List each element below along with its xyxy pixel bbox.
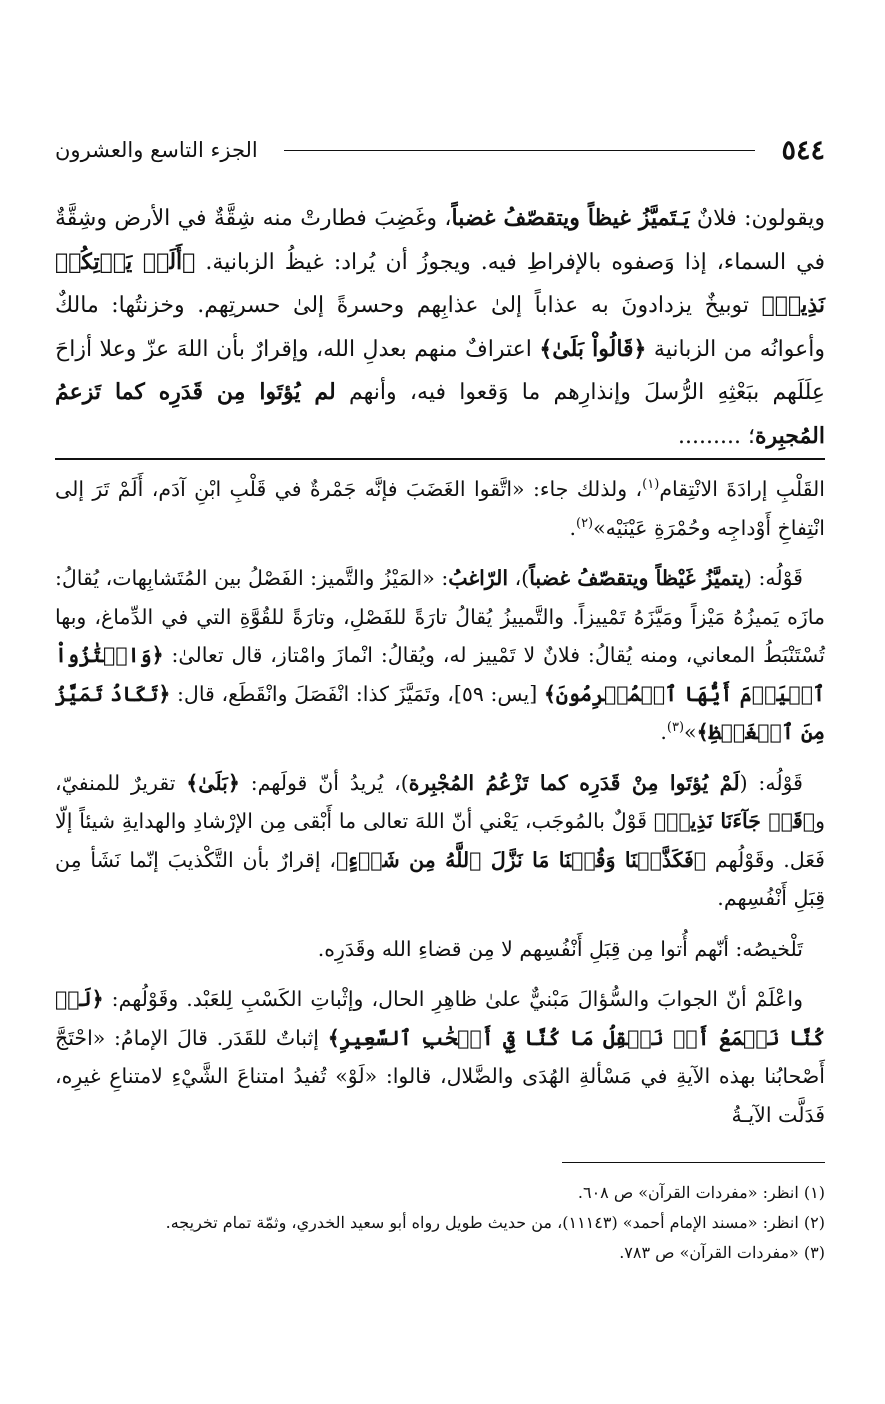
gloss-text: )، يُريدُ أنّ قولَهم:: [239, 770, 409, 795]
gloss-text: قَوْلُه: (: [743, 566, 803, 590]
page-number: ٥٤٤: [781, 134, 825, 166]
footnote-ref: (٢): [575, 515, 594, 531]
gloss-paragraph: [55, 470, 825, 547]
main-commentary: [55, 197, 825, 458]
footnote-ref: (١): [642, 477, 660, 493]
footnotes: [55, 1178, 825, 1268]
gloss-paragraph: [55, 559, 825, 752]
gloss-text: ، ولذلك جاء: «اتَّقوا الغَضَبَ فإنَّه جَمْرةٌ في قَلْبِ ابْنِ آدَم، أَلَمْ تَرَ إلى انْتِفاخِ أَوْداجِه وحُمْرَةِ عَيْنَيْه»: [55, 477, 825, 540]
gloss-section: [55, 470, 825, 1146]
gloss-text: إثباتٌ للقَدَر. قالَ الإمامُ: «احْتَجَّ أَصْحابُنا بهذه الآيةِ في مَسْألةِ الهُدَى والضَّلال، قالوا: «لَوْ» تُفيدُ امتناعَ الشَّيْءِ لامتناعِ غيرِه، فَدَلَّت الآيـةُ: [55, 1025, 825, 1127]
quran-verse: ﴿فَكَذَّبۡنَا وَقُلۡنَا مَا نَزَّلَ ٱللَّهُ مِن شَيۡءٍ﴾: [336, 847, 707, 872]
page-header: [55, 130, 825, 170]
gloss-text: [يس: ٥٩]، وتَمَيَّزَ كذا: انْفَصَلَ وانْقَطَع، قال:: [170, 681, 544, 706]
gloss-text: ، إقرارٌ بأن التَّكْذيبَ إنّما نَشَأ مِن قِبَلِ أَنْفُسِهم.: [55, 847, 825, 910]
quran-verse: ﴿تَكَادُ تَمَيَّزُ مِنَ ٱلۡغَيۡظِ﴾: [55, 681, 825, 744]
quran-verse: ﴿قَالُواْ بَلَىٰ﴾: [539, 335, 647, 362]
gloss-text: القَلْبِ إرادَةَ الانْتِقام: [659, 477, 825, 501]
commentary-text: ؛ .........: [678, 423, 755, 449]
section-divider: [55, 458, 825, 460]
footnote-1: (١) انظر: «مفردات القرآن» ص ٦٠٨.: [577, 1183, 825, 1202]
quran-verse: ﴿قَدۡ جَآءَنَا نَذِيرٞ﴾: [653, 809, 816, 833]
gloss-text: : «المَيْزُ والتَّميز: الفَصْلُ بين المُتَشابِهات، يُقالُ: مازَه يَميزُهُ مَيْزاً ومَيَّزَهُ تَمْييزاً. والتَّمييزُ يُقالُ تارَةً للفَصْلِ، وتارَةً للقُوَّةِ التي في الدِّماغ، وبها تُسْتَنْبَطُ المعاني، ومنه يُقالُ: فلانٌ لا تَمْييز له، ويُقالُ: انْمازَ وامْتاز، قال تعالىٰ:: [55, 566, 825, 667]
gloss-paragraph: [55, 764, 825, 918]
gloss-keyword: يتميَّزُ غَيْظاً ويتقصّفُ غضباً: [529, 566, 744, 590]
quran-verse: ﴿لَوۡ كُنَّا نَسۡمَعُ أَوۡ نَعۡقِلُ مَا كُنَّا فِيٓ أَصۡحَٰبِ ٱلسَّعِيرِ﴾: [55, 987, 826, 1050]
gloss-text: .: [660, 720, 667, 744]
quran-verse: ﴿بَلَىٰ﴾: [186, 770, 240, 795]
running-title: الجزء التاسع والعشرون: [55, 138, 258, 162]
gloss-text: .: [569, 515, 576, 540]
commentary-quote: يَـتَميَّزُ غيظاً ويتقصّفُ غضباً: [451, 205, 690, 231]
gloss-text: قَوْلٌ بالمُوجَب، يَعْني أنّ اللهَ تعالى ما أَبْقى مِن الإرْشادِ والهدايةِ شيئاً إلّا فَعَل. وقَوْلُهم: [55, 809, 825, 872]
footnote-2: (٢) انظر: «مسند الإمام أحمد» (١١١٤٣)، من حديث طويل رواه أبو سعيد الخدري، وثمّة تمام تخريجه.: [165, 1213, 825, 1232]
footnote-3: (٣) «مفردات القرآن» ص ٧٨٣.: [619, 1243, 825, 1262]
gloss-text: واعْلَمْ أنّ الجوابَ والسُّؤالَ مَبْنيٌّ علىٰ ظاهِرِ الحال، وإثْباتِ الكَسْبِ لِلعَبْد. وقَوْلُهم:: [103, 987, 803, 1011]
gloss-text: »: [684, 720, 697, 744]
commentary-text: توبيخٌ يزدادونَ به عذاباً إلىٰ عذابِهم وحسرةً إلىٰ حسرتِهم. وخزنتُها: مالكٌ وأعوانُه من الزبانية: [55, 293, 826, 362]
commentary-text: ، وغَضِبَ فطارتْ منه شِقَّةٌ في الأرض وشِقَّةٌ في السماء، إذا وَصفوه بالإفراطِ فيه. ويجوزُ أن يُراد: غيظُ الزبانية.: [55, 206, 825, 275]
commentary-quote: لم يُؤتَوا مِن قَدَرِه كما تَزعمُ المُجبِرة: [55, 379, 825, 449]
gloss-text: تَلْخيصُه: أنّهم أُتوا مِن قِبَلِ أَنْفُسِهم لا مِن قضاءِ الله وقَدَرِه.: [317, 936, 803, 961]
footnote-ref: (٣): [666, 720, 685, 736]
quran-verse: ﴿وَامۡتَٰزُواْ ٱلۡيَوۡمَ أَيُّهَا ٱلۡمُجۡرِمُونَ﴾: [55, 643, 826, 706]
gloss-keyword: لَمْ يُؤتَوا مِنْ قَدَرِه كما تَزْعُمُ المُجْبِرة: [408, 770, 740, 795]
gloss-keyword: الرّاغبُ: [448, 566, 509, 590]
gloss-text: تقريرٌ للمنفيّ، و: [55, 770, 825, 833]
gloss-text: قَوْلُه: (: [739, 770, 803, 795]
gloss-paragraph: [55, 980, 825, 1134]
commentary-text: ويقولون: فلانٌ: [689, 206, 825, 231]
header-rule: [284, 150, 756, 151]
gloss-paragraph: [55, 930, 825, 969]
gloss-text: )،: [508, 566, 530, 590]
footnote-divider: [562, 1162, 825, 1163]
commentary-text: اعترافٌ منهم بعدلِ الله، وإقرارٌ بأن اللهَ عزّ وعلا أزاحَ عِلَلَهم ببَعْثِهِ الرُّسلَ وإنذارِهم ما وَقعوا فيه، وأنهم: [55, 336, 826, 405]
quran-verse: ﴿أَلَمۡ يَأۡتِكُمۡ نَذِيرٞ﴾: [55, 248, 825, 318]
